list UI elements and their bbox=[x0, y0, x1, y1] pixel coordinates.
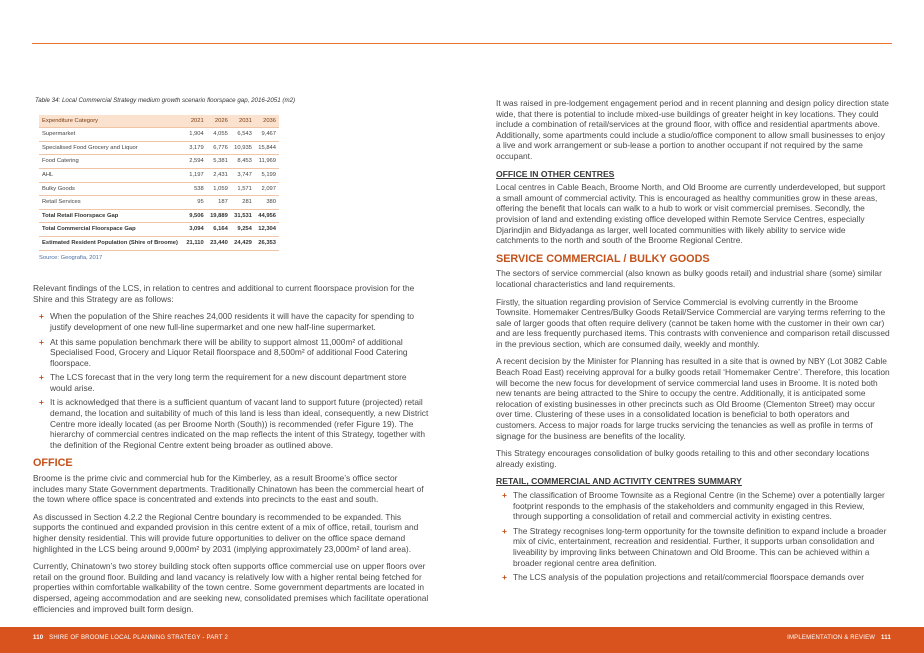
findings-list bbox=[33, 311, 430, 450]
list-item bbox=[33, 337, 430, 369]
table-cell: Bulky Goods bbox=[39, 182, 183, 196]
table-cell: Total Retail Floorspace Gap bbox=[39, 209, 183, 223]
table-cell: 187 bbox=[207, 196, 231, 210]
plus-icon: + bbox=[39, 311, 44, 322]
right-column bbox=[496, 98, 890, 589]
list-item-text: The LCS analysis of the population projections and retail/commercial floorspace demands over bbox=[513, 572, 865, 583]
table-row-total bbox=[39, 223, 279, 237]
table-cell: 9,254 bbox=[231, 223, 255, 237]
table-header-row bbox=[39, 115, 279, 128]
table-cell: 3,179 bbox=[183, 141, 207, 155]
table-cell: 3,094 bbox=[183, 223, 207, 237]
service-paragraph: This Strategy encourages consolidation of bulky goods retailing to this and other secondary locations already existing. bbox=[496, 448, 870, 469]
table-cell: 281 bbox=[231, 196, 255, 210]
service-paragraph: Firstly, the situation regarding provision of Service Commercial is evolving currently in the Broome Townsite. Homemaker Centres/Bulky Goods Retail/Service Commercial are varying terms referring to the sale of larger goods that often require delivery (cannot be taken home with the customer in their own car) and are less frequently purchased items. This contrasts with convenience and comparison retail discussed in the previous section, which are consumed daily, weekly and monthly. bbox=[496, 296, 890, 349]
plus-icon: + bbox=[39, 372, 44, 383]
table-cell: 2,431 bbox=[207, 168, 231, 182]
findings-intro: Relevant findings of the LCS, in relation to centres and additional to current floorspace provision for the Shire and this Strategy are as follows: bbox=[33, 283, 415, 304]
table-header: 2036 bbox=[255, 115, 279, 128]
table-cell: 3,747 bbox=[231, 168, 255, 182]
table-row bbox=[39, 182, 279, 196]
list-item-text: The Strategy recognises long-term opportunity for the townsite definition to expand include a broader mix of civic, entertainment, recreation and residential. Further, it supports urban consolidation and liveability by improving links between Chinatown and Old Broome. This can be achieved within a broader regional centre area definition. bbox=[513, 525, 887, 568]
footer-left bbox=[33, 635, 228, 641]
table-cell: 5,199 bbox=[255, 168, 279, 182]
table-cell: 19,889 bbox=[207, 209, 231, 223]
service-paragraph: A recent decision by the Minister for Planning has resulted in a site that is owned by NBY (Lot 3082 Cable Beach Road East) receiving approval for a bulky goods retail ‘Homemaker Centre’. Therefore, this location will become the new focus for development of service commercial land uses in Broome. It is noted both new tenants are being attracted to the Shire to occupy the centre. Additionally, it is anticipated some relocation of existing businesses in other precincts such as Old Broome (Clementon Street) may occur over time. Clustering of these uses in a consolidated location is beneficial to both operators and customers. Access to major roads for large trucks servicing the tenancies as well as profile in terms of signage for the business are benefits of the locality. bbox=[496, 356, 890, 441]
office-heading: OFFICE bbox=[33, 457, 73, 470]
table-cell: 21,110 bbox=[183, 236, 207, 250]
table-row bbox=[39, 155, 279, 169]
left-column bbox=[33, 96, 430, 621]
table-cell: 44,956 bbox=[255, 209, 279, 223]
summary-list bbox=[496, 490, 890, 583]
section-title: IMPLEMENTATION & REVIEW bbox=[787, 635, 876, 641]
table-header: 2031 bbox=[231, 115, 255, 128]
footer-bar bbox=[0, 627, 924, 653]
table-row bbox=[39, 168, 279, 182]
service-commercial-heading: SERVICE COMMERCIAL / BULKY GOODS bbox=[496, 252, 710, 265]
page-number-right: 111 bbox=[881, 635, 891, 641]
table-cell: AHL bbox=[39, 168, 183, 182]
table-cell: 1,059 bbox=[207, 182, 231, 196]
list-item bbox=[496, 490, 890, 522]
table-row bbox=[39, 196, 279, 210]
table-cell: Estimated Resident Population (Shire of Broome) bbox=[39, 236, 183, 250]
table-cell: 15,844 bbox=[255, 141, 279, 155]
table-header: 2021 bbox=[183, 115, 207, 128]
floorspace-table bbox=[39, 115, 279, 251]
list-item-text: When the population of the Shire reaches 24,000 residents it will have the capacity for spending to justify development of one new full-line supermarket and one new half-line supermarket. bbox=[50, 311, 415, 332]
table-row-total bbox=[39, 209, 279, 223]
office-paragraph: As discussed in Section 4.2.2 the Regional Centre boundary is recommended to be expanded. This supports the continued and expanded provision in this centre extent of a mix of office, retail, tourism and higher density residential. This will provide future opportunities to deliver on the office space demand highlighted in the LCS being around 9,000m² by 2031 (implying approximately 23,000m² of land area). bbox=[33, 511, 419, 554]
list-item bbox=[33, 397, 430, 450]
list-item-text: At this same population benchmark there will be ability to support almost 11,000m² of additional Specialised Food, Grocery and Liquor Retail floorspace and 8,500m² of additional Food Catering floorspace. bbox=[50, 336, 408, 368]
table-caption: Table 34: Local Commercial Strategy medium growth scenario floorspace gap, 2016-2051 (m2) bbox=[35, 97, 296, 104]
table-cell: Retail Services bbox=[39, 196, 183, 210]
table-cell: 6,543 bbox=[231, 128, 255, 142]
list-item bbox=[33, 372, 430, 393]
table-cell: 1,571 bbox=[231, 182, 255, 196]
footer-right bbox=[787, 635, 891, 641]
table-cell: 538 bbox=[183, 182, 207, 196]
plus-icon: + bbox=[39, 336, 44, 347]
table-row bbox=[39, 128, 279, 142]
table-row bbox=[39, 141, 279, 155]
mixed-use-paragraph: It was raised in pre-lodgement engagement period and in recent planning and design policy direction state wide, that there is potential to include mixed-use buildings of greater height in key locations. They could include a combination of retail/services at the ground floor, with office and residential apartments above. Additionally, some apartments could include a studio/office component to allow small businesses to enjoy a live and work arrangement or sub-lease a portion to another occupant if not required by the same occupant. bbox=[496, 98, 889, 161]
table-cell: 4,055 bbox=[207, 128, 231, 142]
table-cell: 2,594 bbox=[183, 155, 207, 169]
document-title: SHIRE OF BROOME LOCAL PLANNING STRATEGY - PART 2 bbox=[49, 635, 229, 641]
plus-icon: + bbox=[502, 525, 507, 536]
table-cell: 8,453 bbox=[231, 155, 255, 169]
list-item bbox=[496, 526, 890, 568]
table-cell: 9,467 bbox=[255, 128, 279, 142]
table-cell: Supermarket bbox=[39, 128, 183, 142]
plus-icon: + bbox=[39, 397, 44, 408]
table-cell: 26,353 bbox=[255, 236, 279, 250]
table-cell: 1,197 bbox=[183, 168, 207, 182]
table-cell: 380 bbox=[255, 196, 279, 210]
table-header: Expenditure Category bbox=[39, 115, 183, 128]
plus-icon: + bbox=[502, 490, 507, 500]
table-cell: 6,776 bbox=[207, 141, 231, 155]
table-cell: 5,381 bbox=[207, 155, 231, 169]
page-number-left: 110 bbox=[33, 635, 44, 641]
table-cell: 31,531 bbox=[231, 209, 255, 223]
table-cell: 11,969 bbox=[255, 155, 279, 169]
table-cell: Total Commercial Floorspace Gap bbox=[39, 223, 183, 237]
other-centres-paragraph: Local centres in Cable Beach, Broome North, and Old Broome are currently underdeveloped, but support a small amount of commercial activity. This is encouraged as healthy communities grow in these areas, offering the benefit that locals can walk to a hub to work or visit commercial premises. Secondly, the provision of land and extending existing office developed within Remote Service Centres, especially Djarindjin and Bidyadanga as larger, well located communities with likely ability to service wide catchments to the north and south of the Broome Regional Centre. bbox=[496, 182, 886, 246]
office-paragraph: Broome is the prime civic and commercial hub for the Kimberley, as a result Broome’s office sector includes many State Government departments. Traditionally Chinatown has been the commercial heart of the town where office space is concentrated and extends into precincts to the east and south. bbox=[33, 473, 424, 505]
table-cell: Specialised Food Grocery and Liquor bbox=[39, 141, 183, 155]
table-cell: 10,935 bbox=[231, 141, 255, 155]
table-source: Source: Geografia, 2017 bbox=[39, 254, 103, 261]
table-cell: 9,506 bbox=[183, 209, 207, 223]
table-cell: 1,904 bbox=[183, 128, 207, 142]
top-rule bbox=[32, 43, 892, 44]
service-paragraph: The sectors of service commercial (also known as bulky goods retail) and industrial share (some) similar locational characteristics and land requirements. bbox=[496, 268, 882, 289]
table-cell: 23,440 bbox=[207, 236, 231, 250]
plus-icon: + bbox=[502, 572, 507, 583]
list-item bbox=[33, 311, 430, 332]
table-cell: 95 bbox=[183, 196, 207, 210]
list-item-text: The classification of Broome Townsite as a Regional Centre (in the Scheme) over a potentially larger footprint responds to the emphasis of the stakeholders and community engaged in this Review, through supporting a consolidation of retail and commercial activity in existing centres. bbox=[513, 490, 885, 522]
table-header: 2026 bbox=[207, 115, 231, 128]
summary-heading: RETAIL, COMMERCIAL AND ACTIVITY CENTRES SUMMARY bbox=[496, 476, 742, 487]
list-item-text: It is acknowledged that there is a sufficient quantum of vacant land to support future (projected) retail demand, the location and suitability of much of this land is less than ideal, consequently, a new District Centre more ideally located (as per Broome North (South)) is recommended (refer Figure 19). The hierarchy of commercial centres indicated on the map reflects the intent of this Strategy, together with the definition of the Regional Centre extent being broader as outlined above. bbox=[50, 397, 429, 450]
list-item bbox=[496, 572, 890, 583]
table-cell: Food Catering bbox=[39, 155, 183, 169]
list-item-text: The LCS forecast that in the very long term the requirement for a new discount department store would arise. bbox=[50, 372, 407, 393]
table-cell: 24,429 bbox=[231, 236, 255, 250]
table-cell: 12,304 bbox=[255, 223, 279, 237]
table-cell: 2,097 bbox=[255, 182, 279, 196]
table-row-population bbox=[39, 236, 279, 250]
table-cell: 6,164 bbox=[207, 223, 231, 237]
office-paragraph: Currently, Chinatown’s two storey building stock often supports office commercial use on upper floors over retail on the ground floor. Building and land vacancy is relatively low with a higher rental being fetched for properties within comfortable walkability of the town centre. Some government departments are located in dispersed, ageing accommodation and are seeking new, consolidated premises which facilitate operational efficiencies and improved built form design. bbox=[33, 561, 429, 614]
other-centres-heading: OFFICE IN OTHER CENTRES bbox=[496, 168, 615, 179]
